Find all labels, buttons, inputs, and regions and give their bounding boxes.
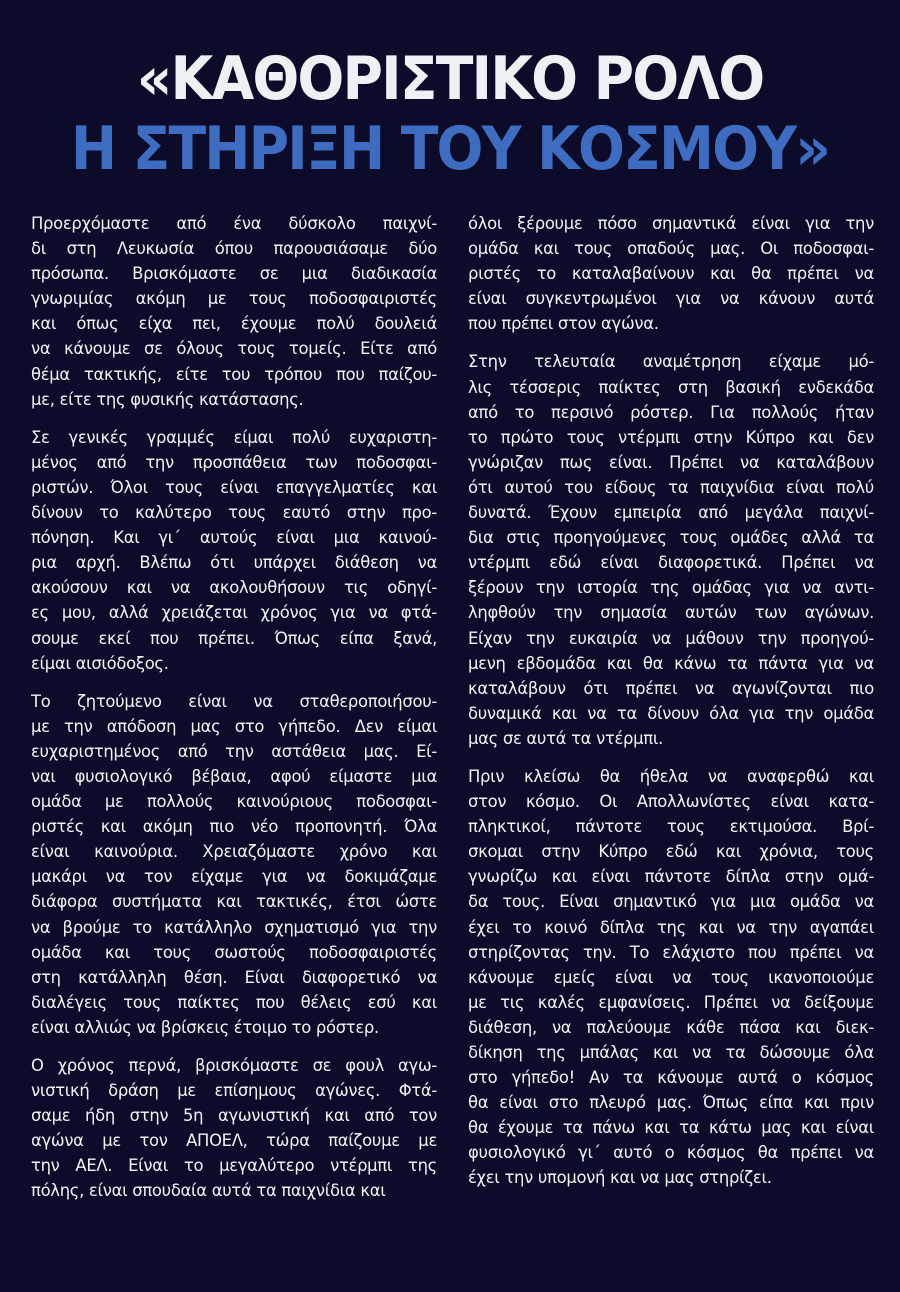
paragraph-line: αγώνα με τον ΑΠΟΕΛ, τώρα παίζουμε με: [31, 1131, 437, 1151]
headline-line-2: Η ΣΤΗΡΙΞΗ ΤΟΥ ΚΟΣΜΟΥ»: [70, 114, 830, 184]
paragraph-line: κάνουμε εμείς είναι να τους ικανοποιούμε: [468, 967, 874, 987]
article-paragraph: [31, 1053, 437, 1204]
paragraph-line: ληφθούν την σημασία αυτών των αγώνων.: [468, 603, 874, 623]
paragraph-line: που πρέπει στον αγώνα.: [468, 314, 659, 334]
paragraph-line: είναι καινούρια. Χρειαζόμαστε χρόνο και: [31, 842, 437, 862]
paragraph-line: μακάρι να τον είχαμε για να δοκιμάζαμε: [31, 867, 437, 887]
paragraph-line: γνωρίζω και είναι πάντοτε δίπλα στην ομά-: [468, 867, 874, 887]
paragraph-line: ομάδα και τους οπαδούς μας. Οι ποδοσφαι-: [468, 239, 874, 259]
paragraph-line: Πριν κλείσω θα ήθελα να αναφερθώ και: [468, 766, 874, 786]
paragraph-line: δίκηση της μπάλας και να τα δώσουμε όλα: [468, 1043, 874, 1062]
paragraph-line: με, είτε της φυσικής κατάστασης.: [31, 389, 304, 409]
article-paragraph: [31, 211, 437, 412]
headline-line-1: «ΚΑΘΟΡΙΣΤΙΚΟ ΡΟΛΟ: [136, 44, 764, 114]
paragraph-line: ντέρμπι εδώ είναι διαφορετικά. Πρέπει να: [468, 553, 874, 573]
paragraph-line: πληκτικοί, πάντοτε τους εκτιμούσα. Βρί-: [468, 817, 874, 837]
paragraph-line: να βρούμε το κατάλληλο σχηματισμό για την: [31, 917, 437, 937]
article-paragraph: [468, 211, 874, 336]
paragraph-line: ακούσουν και να ακολουθήσουν τις οδηγί-: [31, 578, 437, 598]
paragraph-line: καταλάβουν ότι πρέπει να αγωνίζονται πιο: [468, 678, 874, 698]
paragraph-line: την ΑΕΛ. Είναι το μεγαλύτερο ντέρμπι της: [31, 1156, 437, 1176]
paragraph-line: είναι αλλιώς να βρίσκεις έτοιμο το ρόστερ.: [31, 1017, 379, 1037]
paragraph-line: φυσιολογικό γι΄ αυτό ο κόσμος θα πρέπει να: [468, 1143, 874, 1163]
paragraph-line: θα είναι στο πλευρό μας. Όπως είπα και πριν: [468, 1093, 874, 1113]
article-column-right: [468, 211, 874, 1204]
paragraph-line: από το περσινό ρόστερ. Για πολλούς ήταν: [468, 402, 874, 422]
paragraph-line: στον κόσμο. Οι Απολλωνίστες είναι κατα-: [468, 792, 874, 812]
paragraph-line: σαμε ήδη στην 5η αγωνιστική και από τον: [31, 1106, 437, 1126]
paragraph-line: Σε γενικές γραμμές είμαι πολύ ευχαριστη-: [31, 427, 437, 447]
paragraph-line: ρια αρχή. Βλέπω ότι υπάρχει διάθεση να: [31, 553, 437, 573]
paragraph-line: Είχαν την ευκαιρία να μάθουν την προηγού-: [468, 628, 874, 648]
paragraph-line: διάθεση, να παλεύουμε κάθε πάσα και διεκ-: [468, 1017, 874, 1037]
paragraph-line: και όπως είχα πει, έχουμε πολύ δουλειά: [31, 314, 437, 334]
paragraph-line: γνωριμίας ακόμη με τους ποδοσφαιριστές: [31, 289, 437, 309]
paragraph-line: ευχαριστημένος από την αστάθεια μας. Εί-: [31, 741, 437, 761]
paragraph-line: γνώριζαν πως είναι. Πρέπει να καταλάβουν: [468, 452, 874, 472]
paragraph-line: Το ζητούμενο είναι να σταθεροποιήσου-: [31, 691, 437, 711]
paragraph-line: ξέρουν την ιστορία της ομάδας για να αντι-: [468, 578, 874, 598]
paragraph-line: Προερχόμαστε από ένα δύσκολο παιχνί-: [31, 214, 437, 233]
paragraph-line: στη κατάλληλη θέση. Είναι διαφορετικό να: [31, 967, 437, 987]
paragraph-line: ότι αυτού του είδους τα παιχνίδια είναι πολύ: [468, 477, 874, 497]
paragraph-line: Ο χρόνος περνά, βρισκόμαστε σε φουλ αγω-: [31, 1056, 437, 1075]
paragraph-line: στο γήπεδο! Αν τα κάνουμε αυτά ο κόσμος: [468, 1068, 874, 1088]
paragraph-line: το πρώτο τους ντέρμπι στην Κύπρο και δεν: [468, 427, 874, 447]
paragraph-line: είμαι αισιόδοξος.: [31, 653, 169, 673]
paragraph-line: νιστική δράση με επίσημους αγώνες. Φτά-: [31, 1081, 437, 1101]
paragraph-line: θέμα τακτικής, είτε του τρόπου που παίζου-: [31, 364, 437, 384]
paragraph-line: πόνηση. Και γι΄ αυτούς είναι μια καινού-: [31, 528, 437, 548]
article-paragraph: [468, 764, 874, 1191]
paragraph-line: πρόσωπα. Βρισκόμαστε σε μια διαδικασία: [31, 264, 437, 284]
paragraph-line: στηρίζοντας την. Το ελάχιστο που πρέπει να: [468, 942, 874, 962]
paragraph-line: με την απόδοση μας στο γήπεδο. Δεν είμαι: [31, 716, 437, 736]
paragraph-line: δυναμικά και να τα δίνουν όλα για την ομάδα: [468, 703, 874, 723]
article-paragraph: [31, 425, 437, 676]
paragraph-line: ες μου, αλλά χρειάζεται χρόνος για να φτά-: [31, 603, 437, 623]
paragraph-line: διάφορα συστήματα και τακτικές, έτσι ώστε: [31, 892, 437, 912]
paragraph-line: δίνουν το καλύτερο τους εαυτό στην προ-: [31, 503, 437, 523]
paragraph-line: να κάνουμε σε όλους τους τομείς. Είτε από: [31, 339, 437, 359]
paragraph-line: Στην τελευταία αναμέτρηση είχαμε μό-: [468, 352, 874, 372]
paragraph-line: έχει το κοινό δίπλα της και να την αγαπάει: [468, 917, 874, 937]
paragraph-line: όλοι ξέρουμε πόσο σημαντικά είναι για την: [468, 214, 874, 233]
paragraph-line: είναι συγκεντρωμένοι για να κάνουν αυτά: [468, 289, 874, 309]
paragraph-line: μας σε αυτά τα ντέρμπι.: [468, 728, 664, 748]
paragraph-line: μενη εβδομάδα και θα κάνω τα πάντα για να: [468, 653, 874, 673]
paragraph-line: δα τους. Είναι σημαντικό για μια ομάδα να: [468, 892, 874, 912]
paragraph-line: δι στη Λευκωσία όπου παρουσιάσαμε δύο: [31, 239, 437, 259]
paragraph-line: ριστές το καταλαβαίνουν και θα πρέπει να: [468, 264, 874, 284]
paragraph-line: δια στις προηγούμενες τους ομάδες αλλά τα: [468, 528, 874, 548]
paragraph-line: σκομαι στην Κύπρο εδώ και χρόνια, τους: [468, 842, 874, 862]
paragraph-line: μένος από την προσπάθεια των ποδοσφαι-: [31, 452, 437, 472]
paragraph-line: διαλέγεις τους παίκτες που θέλεις εσύ και: [31, 992, 437, 1012]
paragraph-line: σουμε εκεί που πρέπει. Όπως είπα ξανά,: [31, 628, 437, 648]
paragraph-line: λις τέσσερις παίκτες στη βασική ενδεκάδα: [468, 377, 874, 397]
paragraph-line: ομάδα και τους σωστούς ποδοσφαιριστές: [31, 942, 437, 962]
paragraph-line: ριστές και ακόμη πιο νέο προπονητή. Όλα: [31, 817, 437, 837]
paragraph-line: θα έχουμε τα πάνω και τα κάτω μας και είναι: [468, 1118, 874, 1138]
paragraph-line: ναι φυσιολογικό βέβαια, αφού είμαστε μια: [31, 766, 437, 786]
article-paragraph: [31, 689, 437, 1040]
article-paragraph: [468, 349, 874, 751]
paragraph-line: ριστών. Όλοι τους είναι επαγγελματίες και: [31, 477, 437, 497]
article-column-left: [31, 211, 437, 1217]
paragraph-line: πόλης, είναι σπουδαία αυτά τα παιχνίδια και: [31, 1181, 386, 1201]
paragraph-line: έχει την υπομονή και να μας στηρίζει.: [468, 1168, 772, 1188]
paragraph-line: ομάδα με πολλούς καινούριους ποδοσφαι-: [31, 792, 437, 812]
paragraph-line: δυνατά. Έχουν εμπειρία από μεγάλα παιχνί-: [468, 503, 874, 523]
paragraph-line: με τις καλές εμφανίσεις. Πρέπει να δείξουμε: [468, 992, 874, 1012]
